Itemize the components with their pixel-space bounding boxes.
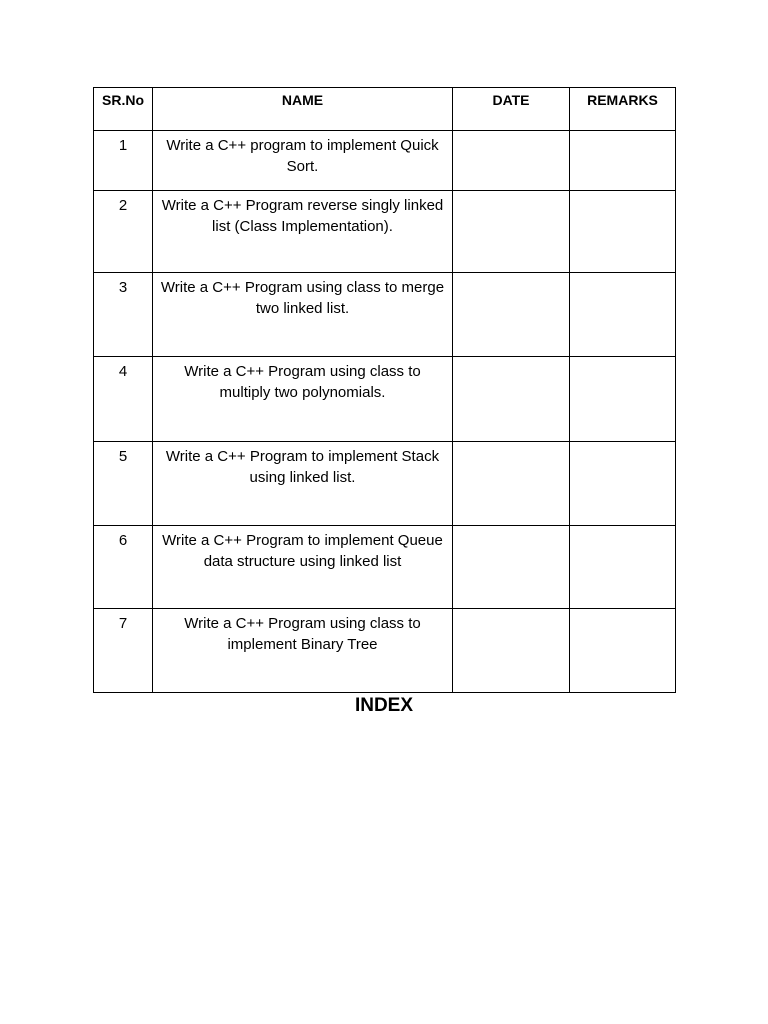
name-cell: Write a C++ program to implement Quick Sort. [153,131,453,191]
date-cell [453,526,570,609]
header-remarks: REMARKS [570,88,676,131]
table-row [94,191,676,273]
remarks-cell [570,273,676,357]
date-cell [453,131,570,191]
date-cell [453,442,570,526]
table-row [94,273,676,357]
srno-cell: 4 [94,357,153,442]
srno-cell: 3 [94,273,153,357]
header-row [94,88,676,131]
name-cell: Write a C++ Program using class to multiply two polynomials. [153,357,453,442]
remarks-cell [570,609,676,693]
table-row [94,526,676,609]
name-cell: Write a C++ Program reverse singly linked list (Class Implementation). [153,191,453,273]
srno-cell: 6 [94,526,153,609]
table-row [94,609,676,693]
srno-cell: 2 [94,191,153,273]
date-cell [453,357,570,442]
name-cell: Write a C++ Program to implement Stack using linked list. [153,442,453,526]
srno-cell: 1 [94,131,153,191]
srno-cell: 5 [94,442,153,526]
remarks-cell [570,191,676,273]
header-date: DATE [453,88,570,131]
remarks-cell [570,357,676,442]
table-row [94,442,676,526]
table-row [94,357,676,442]
date-cell [453,609,570,693]
header-srno: SR.No [94,88,153,131]
date-cell [453,191,570,273]
name-cell: Write a C++ Program using class to merge two linked list. [153,273,453,357]
date-cell [453,273,570,357]
index-title: INDEX [354,695,414,716]
index-table [93,87,676,693]
header-name: NAME [153,88,453,131]
remarks-cell [570,131,676,191]
table-row [94,131,676,191]
remarks-cell [570,442,676,526]
name-cell: Write a C++ Program to implement Queue data structure using linked list [153,526,453,609]
srno-cell: 7 [94,609,153,693]
name-cell: Write a C++ Program using class to implement Binary Tree [153,609,453,693]
remarks-cell [570,526,676,609]
